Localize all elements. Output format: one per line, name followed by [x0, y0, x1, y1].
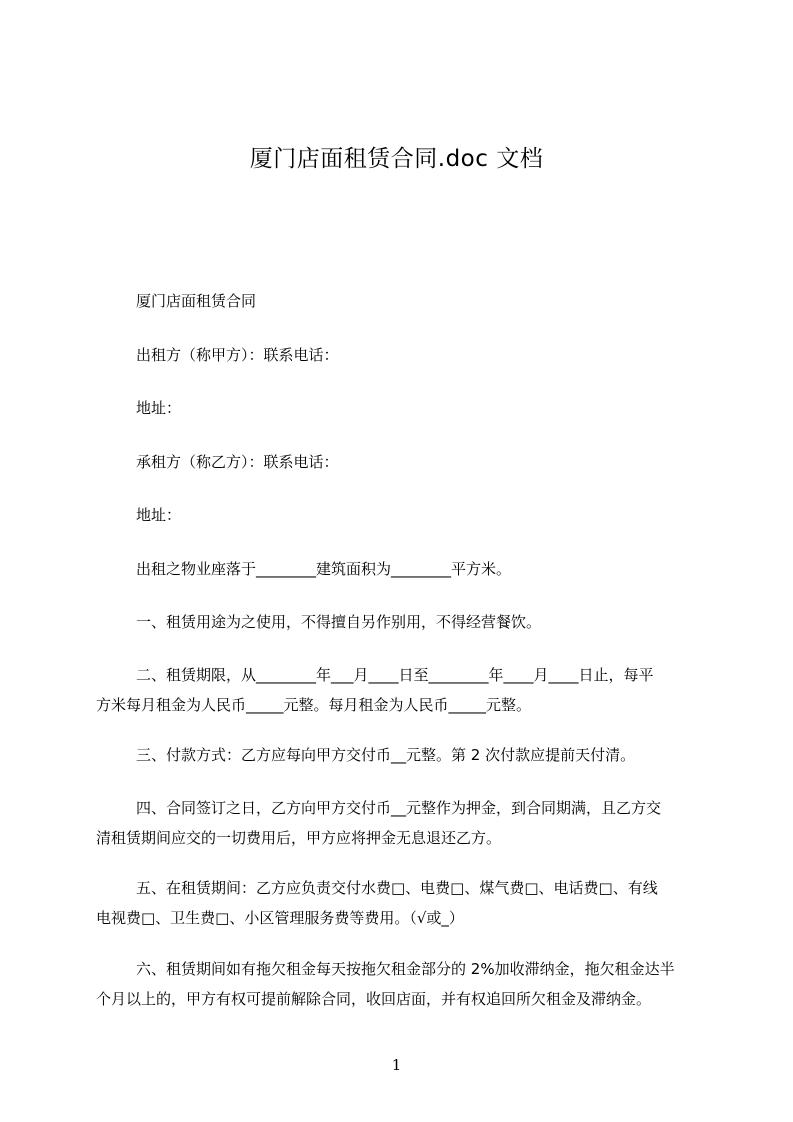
clause-line: 五、在租赁期间：乙方应负责交付水费□、电费□、煤气费□、电话费□、有线	[136, 879, 658, 897]
clause-2-term	[96, 664, 706, 716]
clause-line: 二、租赁期限，从________年___月____日至________年____月____日止，每平	[136, 666, 654, 684]
clause-line: 六、租赁期间如有拖欠租金每天按拖欠租金部分的 2%加收滞纳金，拖欠租金达半	[136, 960, 675, 978]
contract-heading: 厦门店面租赁合同	[136, 292, 257, 310]
clause-line: 四、合同签订之日，乙方向甲方交付币__元整作为押金，到合同期满，且乙方交	[136, 799, 662, 817]
clause-3-payment: 三、付款方式：乙方应每向甲方交付币__元整。第 2 次付款应提前天付清。	[136, 746, 636, 764]
clause-1-usage: 一、租赁用途为之使用，不得擅自另作别用，不得经营餐饮。	[136, 613, 542, 631]
clause-line: 方米每月租金为人民币_____元整。每月租金为人民币_____元整。	[96, 696, 532, 714]
clause-line: 清租赁期间应交的一切费用后，甲方应将押金无息退还乙方。	[96, 829, 502, 847]
property-location: 出租之物业座落于________建筑面积为________平方米。	[136, 560, 512, 578]
clause-6-late-fee	[96, 958, 706, 1010]
clause-5-fees	[96, 877, 706, 929]
lessee-line: 承租方（称乙方）：联系电话：	[136, 453, 339, 471]
lessor-line: 出租方（称甲方）：联系电话：	[136, 346, 339, 364]
page-number: 1	[391, 1056, 402, 1074]
clause-4-deposit	[96, 797, 706, 849]
document-title: 厦门店面租赁合同.doc 文档	[249, 146, 544, 172]
lessor-address: 地址：	[136, 399, 182, 417]
clause-line: 电视费□、卫生费□、小区管理服务费等费用。（√或_）	[96, 909, 464, 927]
lessee-address: 地址：	[136, 506, 182, 524]
clause-line: 个月以上的，甲方有权可提前解除合同，收回店面，并有权追回所欠租金及滞纳金。	[96, 990, 652, 1008]
